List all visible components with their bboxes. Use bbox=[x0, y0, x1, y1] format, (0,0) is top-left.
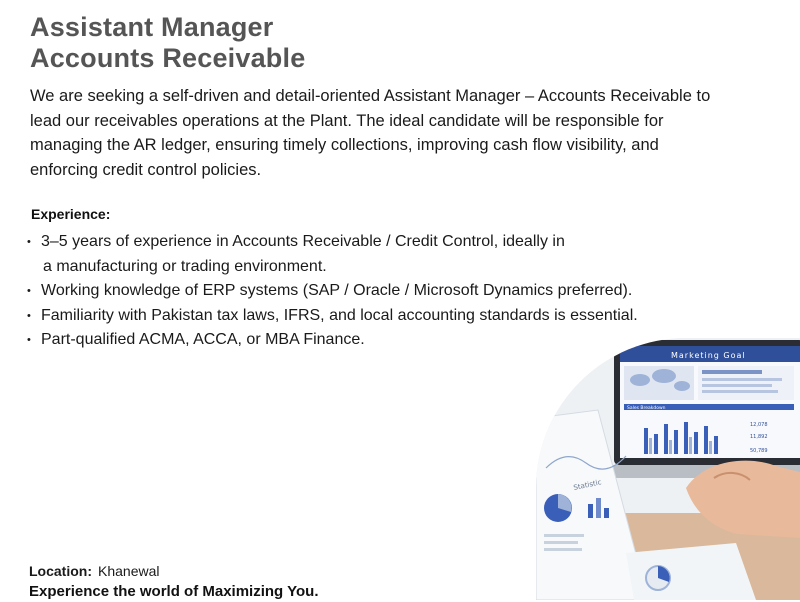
bullet-icon: • bbox=[27, 309, 31, 322]
location-label: Location: bbox=[29, 563, 92, 579]
experience-list bbox=[27, 230, 667, 353]
tagline: Experience the world of Maximizing You. bbox=[29, 583, 319, 600]
experience-item bbox=[27, 304, 667, 329]
screen-stat: 12,078 bbox=[750, 422, 768, 428]
screen-section: Sales Breakdown bbox=[627, 406, 666, 411]
job-title bbox=[30, 12, 305, 74]
laptop-analytics-photo bbox=[536, 338, 800, 600]
location-line bbox=[29, 562, 160, 580]
screen-stat: 50,789 bbox=[750, 448, 768, 454]
location-value: Khanewal bbox=[98, 563, 160, 579]
experience-heading: Experience: bbox=[31, 206, 111, 222]
experience-item-text: 3–5 years of experience in Accounts Receivable / Credit Control, ideally in bbox=[41, 233, 565, 250]
experience-item bbox=[27, 328, 667, 353]
experience-item bbox=[27, 279, 667, 304]
experience-item bbox=[27, 230, 667, 279]
pie-chart-paper bbox=[626, 543, 756, 600]
screen-title: Marketing Goal bbox=[671, 351, 746, 360]
screen-stat: 11,892 bbox=[750, 434, 768, 440]
job-title-line-1: Assistant Manager bbox=[30, 12, 274, 42]
job-title-line-2: Accounts Receivable bbox=[30, 43, 306, 73]
intro-paragraph: We are seeking a self-driven and detail-oriented Assistant Manager – Accounts Receivable to lead our receivables operations at the Plant. The ideal candidate will be responsible for managing the AR ledger, ensuring timely collections, improving cash flow visibility, and enforcing credit control policies. bbox=[30, 87, 711, 179]
bullet-icon: • bbox=[27, 236, 31, 248]
bullet-icon: • bbox=[27, 285, 31, 297]
experience-item-text: Familiarity with Pakistan tax laws, IFRS, and local accounting standards is essential. bbox=[41, 306, 638, 324]
experience-item-text: Working knowledge of ERP systems (SAP / Oracle / Microsoft Dynamics preferred). bbox=[41, 282, 633, 299]
experience-item-text: Part-qualified ACMA, ACCA, or MBA Finance. bbox=[41, 331, 365, 348]
bullet-icon: • bbox=[27, 334, 31, 346]
laptop-screen bbox=[614, 340, 800, 465]
paper-title: Statistic bbox=[572, 478, 603, 492]
experience-item-continuation: a manufacturing or trading environment. bbox=[43, 257, 327, 275]
